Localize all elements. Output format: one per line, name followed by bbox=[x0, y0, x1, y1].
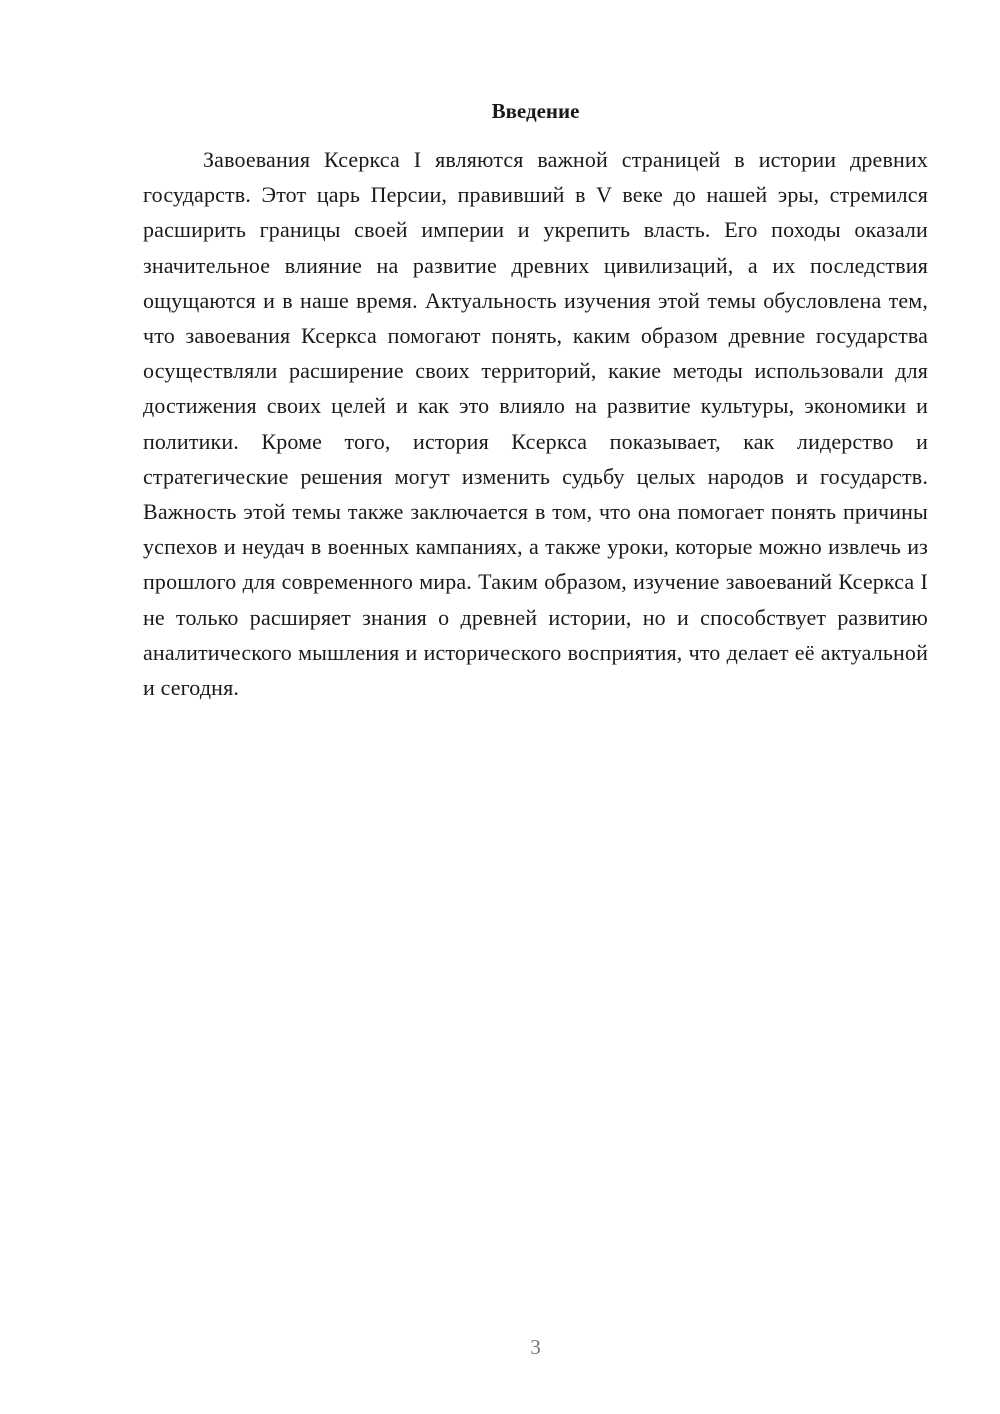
introduction-paragraph: Завоевания Ксеркса I являются важной страницей в истории древних государств. Этот царь Персии, правивший в V веке до нашей эры, стремился расширить границы своей империи и укрепить власть. Его походы оказали значительное влияние на развитие древних цивилизаций, а их последствия ощущаются и в наше время. Актуальность изучения этой темы обусловлена тем, что завоевания Ксеркса помогают понять, каким образом древние государства осуществляли расширение своих территорий, какие методы использовали для достижения своих целей и как это влияло на развитие культуры, экономики и политики. Кроме того, история Ксеркса показывает, как лидерство и стратегические решения могут изменить судьбу целых народов и государств. Важность этой темы также заключается в том, что она помогает понять причины успехов и неудач в военных кампаниях, а также уроки, которые можно извлечь из прошлого для современного мира. Таким образом, изучение завоеваний Ксеркса I не только расширяет знания о древней истории, но и способствует развитию аналитического мышления и исторического восприятия, что делает её актуальной и сегодня. bbox=[143, 147, 928, 701]
section-heading: Введение bbox=[491, 99, 580, 123]
page-number: 3 bbox=[530, 1335, 541, 1359]
